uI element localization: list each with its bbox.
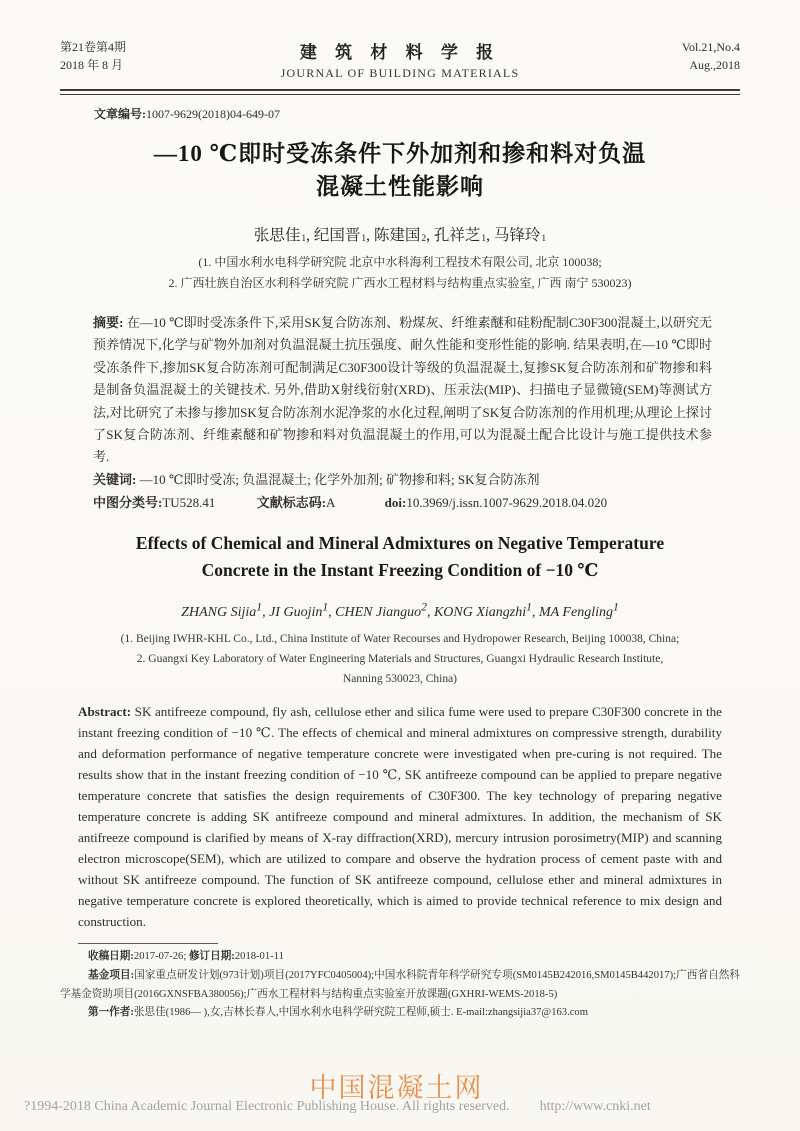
article-number [60,105,740,122]
author-cn: 陈建国2, [373,227,434,244]
journal-name-en: JOURNAL OF BUILDING MATERIALS [280,66,520,80]
article-number-value: 1007-9629(2018)04-649-07 [146,107,280,121]
issue-info-en [620,38,740,74]
author-affil-number: 1 [361,234,367,244]
issue-volume-cn: 第21卷第4期 [60,40,127,54]
author-en: CHEN Jianguo$^2$, [335,600,434,621]
abstract-cn [60,312,740,469]
footnote-block [60,948,740,1022]
abstract-en-label: Abstract: [78,704,132,720]
author-affil-number: 1 [301,234,307,244]
author-en: ZHANG Sijia$^1$, [181,600,270,621]
affiliations-en [60,629,740,689]
author-cn: 纪国晋1, [313,227,374,244]
author-affil-number: 1 [612,600,619,614]
journal-name-cn: 建 筑 材 料 学 报 [299,43,501,62]
classification-line [60,492,740,514]
abstract-cn-label: 摘要: [93,315,124,330]
abstract-en-text: SK antifreeze compound, fly ash, cellulose ether and silica fume were used to prepare C30F300 concrete in the instant freezing condition of −10 ℃. The effects of chemical and mineral admixtures on compressive strength, durability and deformation performance of negative temperature concrete were investigated when pre-curing is not required. The results show that in the instant freezing condition of −10 ℃, SK antifreeze compound can be applied to prepare negative temperature concrete that satisfies the design requirements of C30F300. The key technology of preparing negative temperature concrete is adding SK antifreeze compound and mineral admixtures. In addition, the mechanism of SK antifreeze compound is clarified by means of X-ray diffraction(XRD), mercury intrusion porosimetry(MIP) and scanning electron microscope(SEM), which are utilized to compare and observe the hydration process of cement paste with and without SK antifreeze compound. The function of SK antifreeze compound, cellulose ether and mineral admixtures in negative temperature concrete is explored theoretically, which is aimed to provide technical reference to mix design and construction. [78,704,722,930]
abstract-cn-text: 在—10 ℃即时受冻条件下,采用SK复合防冻剂、粉煤灰、纤维素醚和硅粉配制C30F300混凝土,以研究无预养情况下,化学与矿物外加剂对负温混凝土抗压强度、耐久性能和变形性能的影响. 结果表明,在—10 ℃即时受冻条件下,掺加SK复合防冻剂可配制满足C30F300设计等级的负温混凝土,复掺SK复合防冻剂和矿物掺和料是制备负温混凝土的关键技术. 另外,借助X射线衍射(XRD)、压汞法(MIP)、扫描电子显微镜(SEM)等测试方法,对比研究了未掺与掺加SK复合防冻剂水泥净浆的水化过程,阐明了SK复合防冻剂的作用机理;从理论上探讨了SK复合防冻剂、纤维素醚和矿物掺和料对负温混凝土的作用,可以为混凝土配合比设计与施工提供技术参考. [93,315,712,465]
article-title-en-line1: Effects of Chemical and Mineral Admixtures on Negative Temperature [135,532,665,553]
authors-cn [60,223,740,245]
affiliation-en-2: 2. Guangxi Key Laboratory of Water Engineering Materials and Structures, Guangxi Hydraulic Research Institute, [136,653,664,666]
affiliation-cn-1: (1. 中国水利水电科学研究院 北京中水科海利工程技术有限公司, 北京 100038; [198,255,602,269]
author-en: JI Guojin$^1$, [269,600,336,621]
author-affil-number: 1 [256,600,263,614]
copyright-text: ?1994-2018 China Academic Journal Electronic Publishing House. All rights reserved. [24,1099,510,1114]
abstract-en [60,701,740,932]
cnki-copyright-footer [24,1099,651,1115]
header-double-rule [60,89,740,95]
authors-en [60,601,740,622]
article-title-en-line2: Concrete in the Instant Freezing Condition of −10 ℃ [201,559,599,580]
author-affil-number: 2 [421,234,427,244]
footnote-rule [78,943,218,944]
author-cn: 孔祥芝1, [433,227,494,244]
cnki-url: http://www.cnki.net [539,1099,651,1114]
article-title-cn-line2: 混凝土性能影响 [316,174,484,199]
keywords-cn-label: 关键词: [93,471,137,487]
document-code: 文献标志码:A [256,495,336,511]
affiliation-en-3: Nanning 530023, China) [342,673,458,686]
clc-number: 中图分类号:TU528.41 [93,495,216,511]
author-en: KONG Xiangzhi$^1$, [433,600,539,621]
author-affil-number: 1 [541,234,547,244]
issue-date-en: Aug.,2018 [689,58,740,72]
author-affil-number: 2 [421,600,427,614]
issue-volume-en: Vol.21,No.4 [681,40,740,54]
affiliation-cn-2: 2. 广西壮族自治区水利科学研究院 广西水工程材料与结构重点实验室, 广西 南宁 530023) [168,276,632,290]
site-watermark: 中国混凝土网 [309,1073,484,1103]
keywords-cn [60,469,740,491]
author-affil-number: 1 [481,234,487,244]
affiliations-cn [60,252,740,294]
article-number-label: 文章编号: [94,107,146,121]
article-title-en [60,530,740,584]
author-affil-number: 1 [526,600,532,614]
author-affil-number: 1 [322,600,329,614]
author-cn: 马锋玲1 [493,227,547,244]
footnote-first-author: 第一作者:张思佳(1986— ),女,吉林长春人,中国水利水电科学研究院工程师,硕士. E-mail:zhangsijia37@163.com [88,1007,588,1019]
journal-name-block [180,38,620,81]
affiliation-en-1: (1. Beijing IWHR-KHL Co., Ltd., China Institute of Water Recourses and Hydropower Research, Beijing 100038, China; [120,633,680,646]
doi: doi:10.3969/j.issn.1007-9629.2018.04.020 [384,495,608,511]
footnote-dates: 收稿日期:2017-07-26; 修订日期:2018-01-11 [88,951,284,963]
author-cn: 张思佳1, [253,227,314,244]
issue-date-cn: 2018 年 8 月 [60,58,124,72]
keywords-cn-text: —10 ℃即时受冻; 负温混凝土; 化学外加剂; 矿物掺和料; SK复合防冻剂 [136,471,540,487]
article-title-cn-line1: —10 ℃即时受冻条件下外加剂和掺和料对负温 [153,141,647,166]
footnote-funding: 基金项目:国家重点研发计划(973计划)项目(2017YFC0405004);中国水科院青年科学研究专项(SM0145B242016,SM0145B442017);广西省自然科学基金资助项目(2016GXNSFBA380056);广西水工程材料与结构重点实验室开放课题(GXHRI-WEMS-2018-5) [60,969,741,1000]
journal-header [60,38,740,81]
author-en: MA Fengling$^1$ [538,600,619,621]
issue-info-cn [60,38,180,74]
article-title-cn [60,137,740,203]
